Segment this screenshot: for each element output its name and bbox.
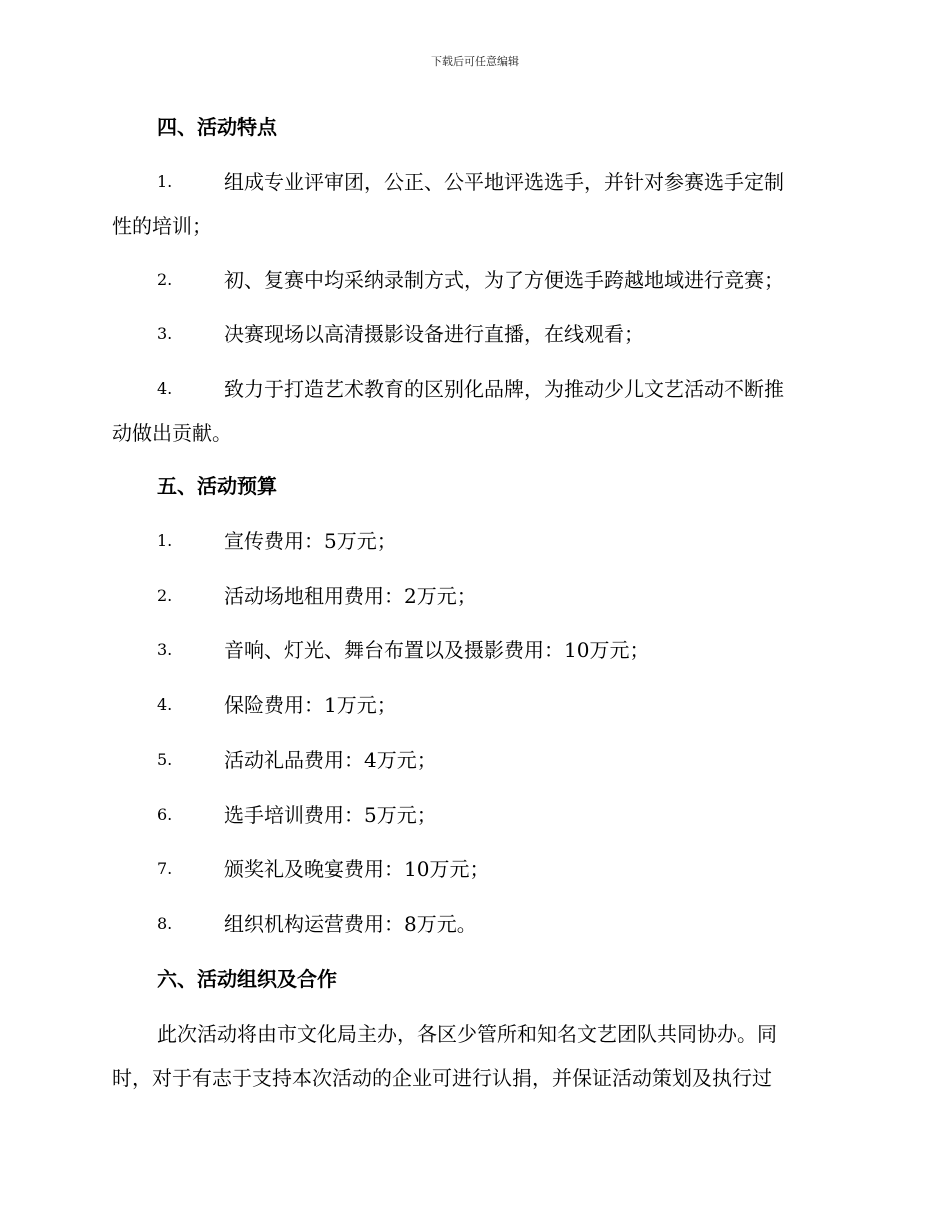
paragraph-line: 此次活动将由市文化局主办，各区少管所和知名文艺团队共同协办。同 [157, 1022, 777, 1046]
paragraph-line: 时，对于有志于支持本次活动的企业可进行认捐，并保证活动策划及执行过 [112, 1066, 772, 1090]
list-item [112, 168, 837, 240]
item-number: 2. [157, 270, 173, 289]
list-item [112, 691, 837, 719]
list-item [112, 855, 837, 883]
section-heading-organization: 六、活动组织及合作 [157, 967, 337, 991]
item-number: 6. [157, 805, 173, 824]
paragraph [112, 1020, 837, 1092]
item-text: 决赛现场以高清摄影设备进行直播，在线观看； [224, 322, 644, 346]
item-text: 选手培训费用：5万元； [224, 803, 437, 827]
item-number: 3. [157, 640, 173, 659]
item-text: 致力于打造艺术教育的区别化品牌，为推动少儿文艺活动不断推 [224, 377, 784, 401]
item-text: 保险费用：1万元； [224, 693, 397, 717]
item-number: 5. [157, 750, 173, 769]
list-item [112, 636, 837, 664]
list-item [112, 266, 837, 294]
item-text: 组成专业评审团，公正、公平地评选选手，并针对参赛选手定制 [224, 170, 784, 194]
item-number: 4. [157, 379, 173, 398]
item-number: 3. [157, 324, 173, 343]
item-number: 2. [157, 586, 173, 605]
list-item [112, 320, 837, 348]
item-text: 音响、灯光、舞台布置以及摄影费用：10万元； [224, 638, 650, 662]
item-text: 活动场地租用费用：2万元； [224, 584, 477, 608]
list-item [112, 527, 837, 555]
list-item [112, 375, 837, 447]
item-number: 8. [157, 914, 173, 933]
item-text-continued: 动做出贡献。 [112, 421, 232, 445]
item-number: 4. [157, 695, 173, 714]
page-header: 下载后可任意编辑 [431, 55, 519, 68]
list-item [112, 801, 837, 829]
section-heading-features: 四、活动特点 [157, 115, 277, 139]
item-number: 1. [157, 531, 173, 550]
item-text: 宣传费用：5万元； [224, 529, 397, 553]
item-number: 7. [157, 859, 173, 878]
item-number: 1. [157, 172, 173, 191]
list-item [112, 910, 837, 938]
item-text: 初、复赛中均采纳录制方式，为了方便选手跨越地域进行竞赛； [224, 268, 784, 292]
section-heading-budget: 五、活动预算 [157, 474, 277, 498]
item-text: 组织机构运营费用：8万元。 [224, 912, 477, 936]
list-item [112, 582, 837, 610]
item-text-continued: 性的培训； [112, 214, 212, 238]
item-text: 颁奖礼及晚宴费用：10万元； [224, 857, 490, 881]
item-text: 活动礼品费用：4万元； [224, 748, 437, 772]
list-item [112, 746, 837, 774]
